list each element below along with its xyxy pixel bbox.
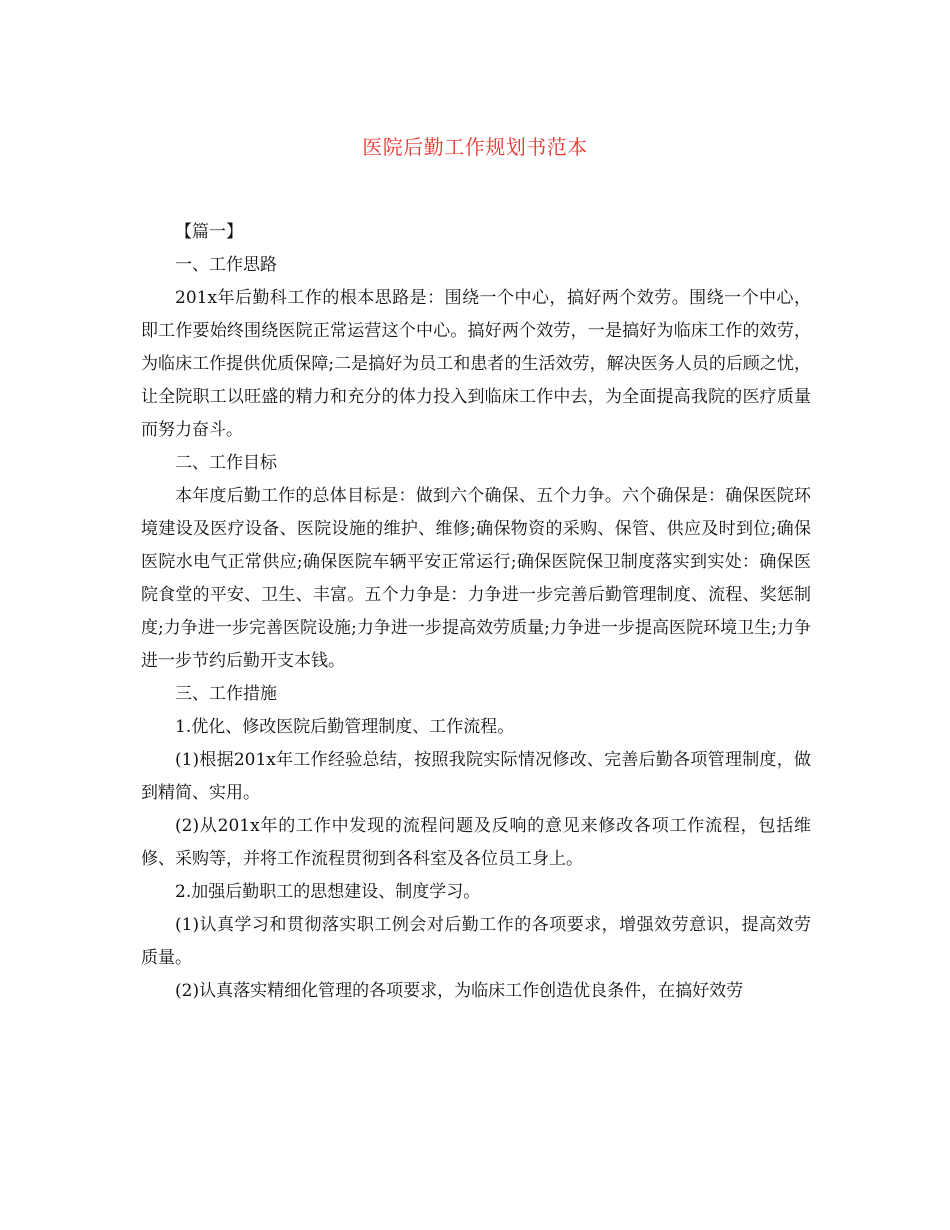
measure-item-1-2: (2)从201x年的工作中发现的流程问题及反响的意见来修改各项工作流程，包括维修、采购等，并将工作流程贯彻到各科室及各位员工身上。 — [141, 816, 811, 869]
section-heading-part-one: 【篇一】 — [175, 222, 243, 242]
measure-item-2-1: (1)认真学习和贯彻落实职工例会对后勤工作的各项要求，增强效劳意识，提高效劳质量。 — [141, 915, 811, 968]
measure-item-2-2: (2)认真落实精细化管理的各项要求，为临床工作创造优良条件，在搞好效劳 — [175, 981, 744, 1001]
paragraph-work-approach: 201x年后勤科工作的根本思路是：围绕一个中心，搞好两个效劳。围绕一个中心，即工作要始终围绕医院正常运营这个中心。搞好两个效劳，一是搞好为临床工作的效劳，为临床工作提供优质保障;二是搞好为员工和患者的生活效劳，解决医务人员的后顾之忧，让全院职工以旺盛的精力和充分的体力投入到临床工作中去，为全面提高我院的医疗质量而努力奋斗。 — [141, 288, 811, 440]
measure-item-2: 2.加强后勤职工的思想建设、制度学习。 — [175, 882, 481, 902]
document-body — [141, 216, 811, 1008]
section-heading-work-goals: 二、工作目标 — [175, 453, 277, 473]
document-title: 医院后勤工作规划书范本 — [362, 135, 588, 159]
section-heading-work-approach: 一、工作思路 — [175, 255, 277, 275]
paragraph-work-goals: 本年度后勤工作的总体目标是：做到六个确保、五个力争。六个确保是：确保医院环境建设及医疗设备、医院设施的维护、维修;确保物资的采购、保管、供应及时到位;确保医院水电气正常供应;确保医院车辆平安正常运行;确保医院保卫制度落实到实处：确保医院食堂的平安、卫生、丰富。五个力争是：力争进一步完善后勤管理制度、流程、奖惩制度;力争进一步完善医院设施;力争进一步提高效劳质量;力争进一步提高医院环境卫生;力争进一步节约后勤开支本钱。 — [141, 486, 811, 671]
section-heading-work-measures: 三、工作措施 — [175, 684, 277, 704]
measure-item-1: 1.优化、修改医院后勤管理制度、工作流程。 — [175, 717, 515, 737]
measure-item-1-1: (1)根据201x年工作经验总结，按照我院实际情况修改、完善后勤各项管理制度，做到精简、实用。 — [141, 750, 811, 803]
